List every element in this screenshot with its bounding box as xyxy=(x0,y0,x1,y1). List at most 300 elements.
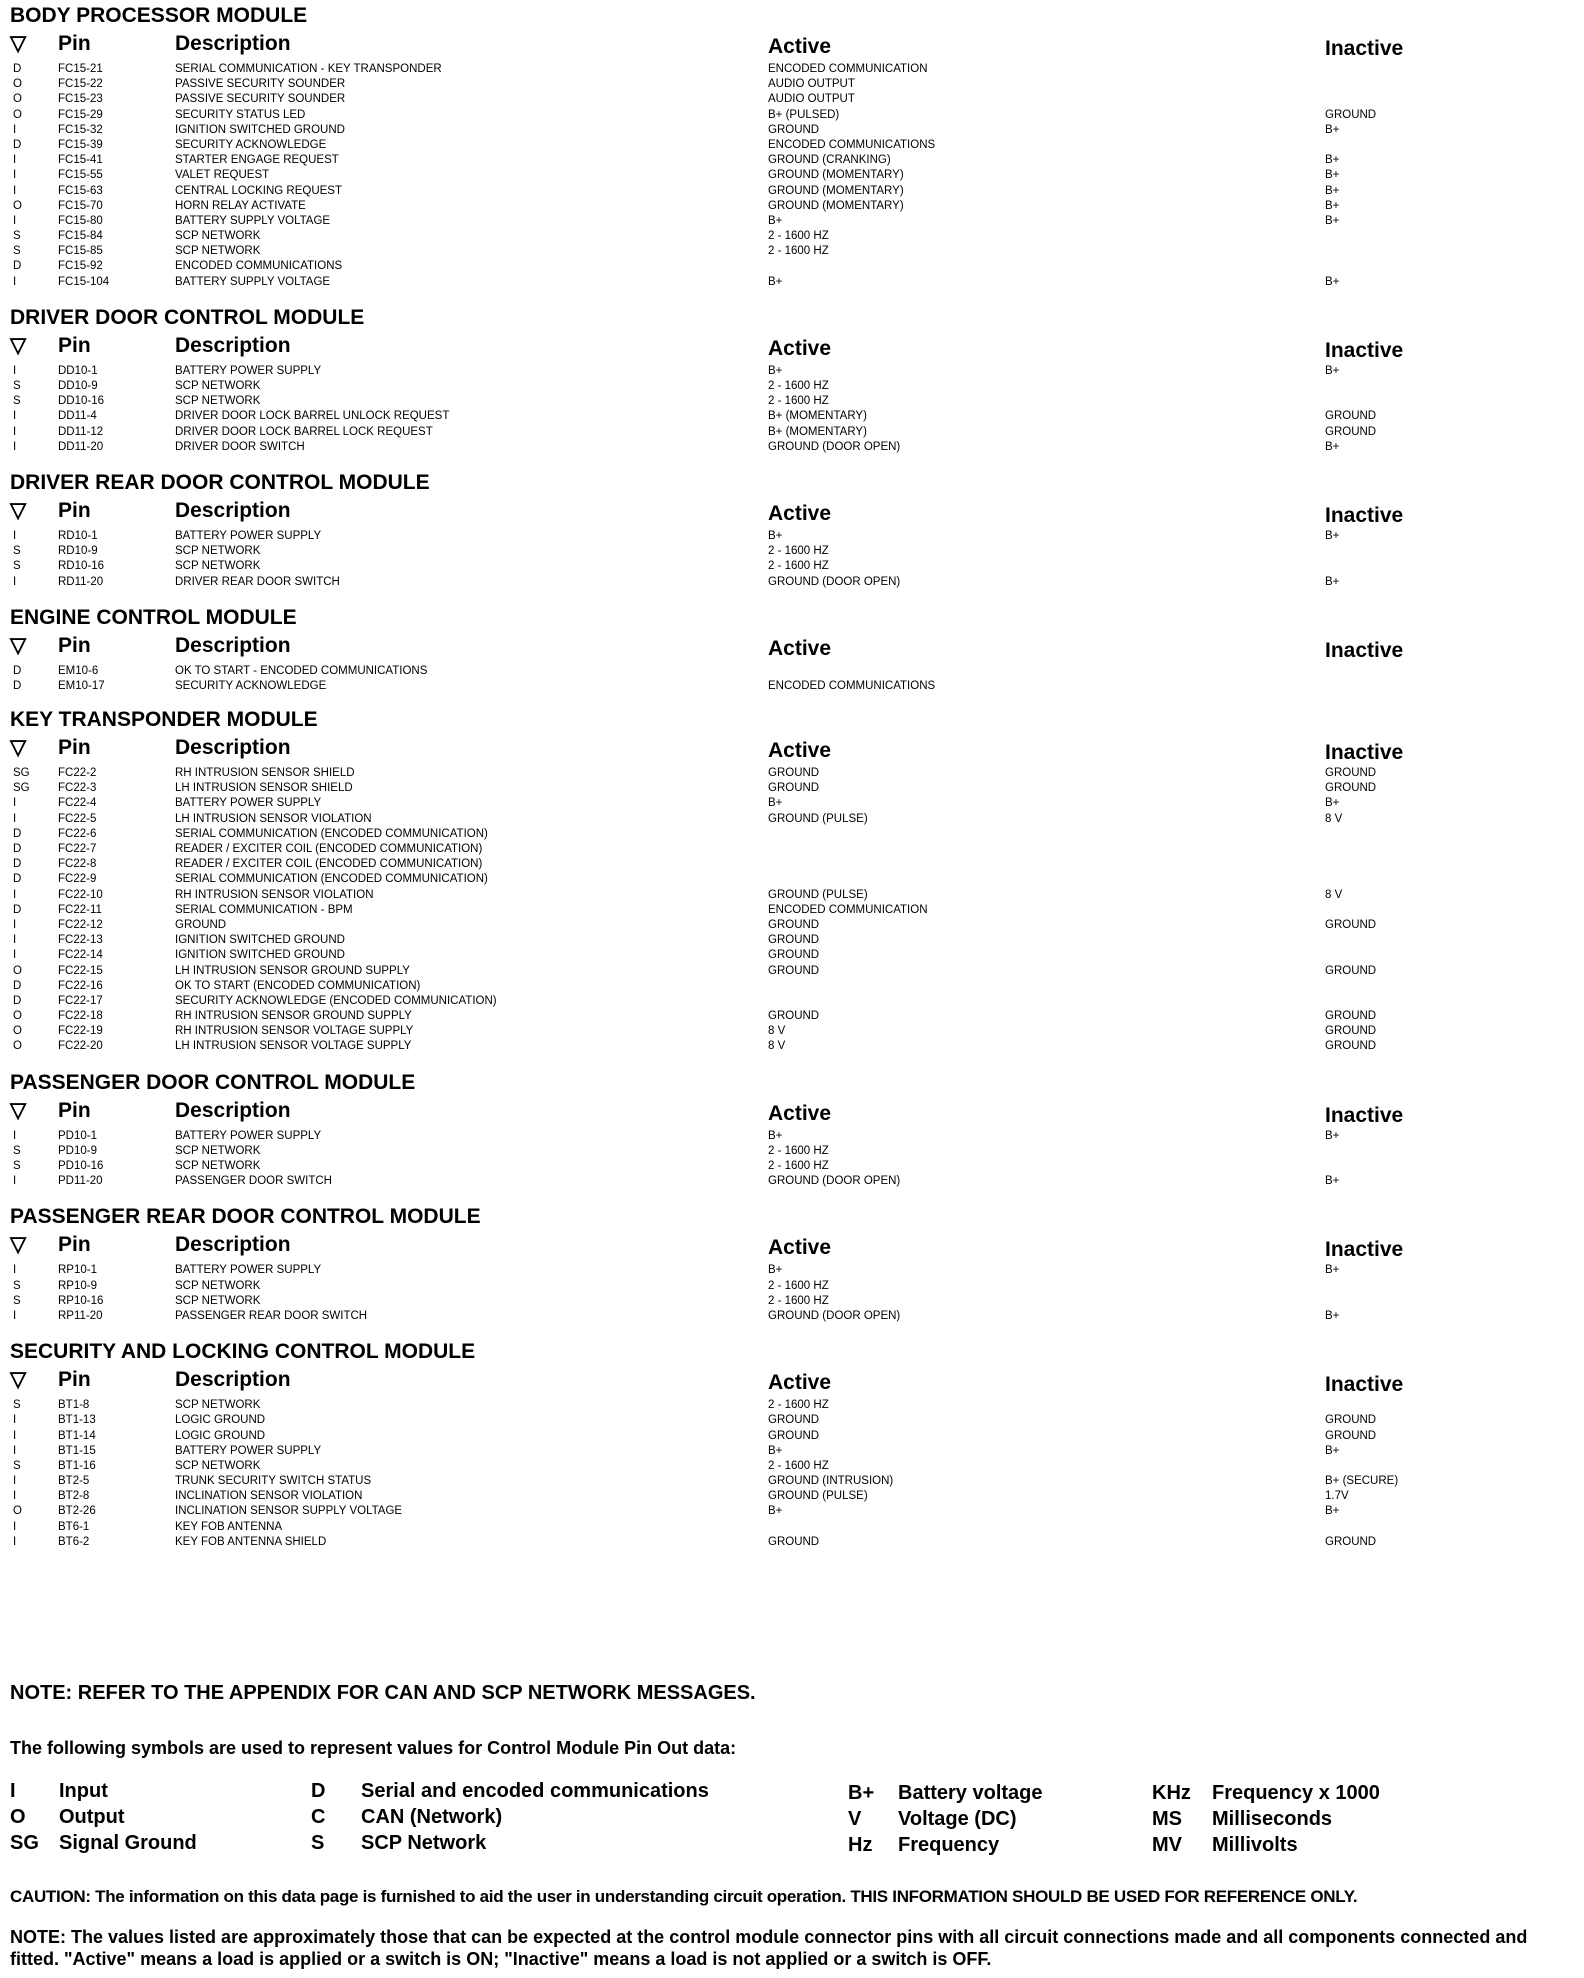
table-row xyxy=(10,1159,1575,1174)
pin-type: I xyxy=(13,934,17,947)
pin-rows xyxy=(10,1129,1575,1190)
inactive-value: GROUND xyxy=(1325,108,1377,121)
module-section xyxy=(10,467,1575,590)
description-column-header: Description xyxy=(175,1098,291,1122)
symbol-column-header: ▽ xyxy=(10,1098,27,1122)
symbol-meaning: Battery voltage xyxy=(898,1782,1043,1804)
table-row xyxy=(10,812,1575,827)
pin-id: FC15-39 xyxy=(58,138,103,151)
inactive-value: GROUND xyxy=(1325,1535,1377,1548)
active-value: AUDIO OUTPUT xyxy=(768,93,855,106)
symbol-code: MV xyxy=(1152,1834,1182,1856)
pin-type: I xyxy=(13,1520,17,1533)
pin-id: FC22-6 xyxy=(58,827,97,840)
module-title: ENGINE CONTROL MODULE xyxy=(10,605,297,629)
pin-description: SERIAL COMMUNICATION (ENCODED COMMUNICATION) xyxy=(175,873,488,886)
pin-description: INCLINATION SENSOR SUPPLY VOLTAGE xyxy=(175,1505,403,1518)
module-section xyxy=(10,704,1575,1055)
table-row xyxy=(10,1309,1575,1324)
pin-id: DD11-4 xyxy=(58,410,97,423)
pin-id: RD10-16 xyxy=(58,560,105,573)
pin-rows xyxy=(10,529,1575,590)
inactive-column-header: Inactive xyxy=(1325,1103,1404,1127)
pin-description: SCP NETWORK xyxy=(175,1279,261,1292)
pin-description: DRIVER DOOR LOCK BARREL LOCK REQUEST xyxy=(175,425,433,438)
table-row xyxy=(10,1024,1575,1039)
pin-description: DRIVER DOOR SWITCH xyxy=(175,440,305,453)
active-value: 2 - 1600 HZ xyxy=(768,560,829,573)
pin-type: O xyxy=(13,964,22,977)
table-row xyxy=(10,796,1575,811)
inactive-column-header: Inactive xyxy=(1325,741,1404,765)
pin-id: FC22-11 xyxy=(58,903,102,916)
table-row xyxy=(10,575,1575,590)
table-row xyxy=(10,1263,1575,1278)
table-row xyxy=(10,168,1575,183)
inactive-value: B+ xyxy=(1325,1444,1340,1457)
inactive-value: B+ xyxy=(1325,214,1340,227)
pin-id: PD10-16 xyxy=(58,1160,104,1172)
table-row xyxy=(10,199,1575,214)
pin-id: FC22-7 xyxy=(58,843,97,855)
pin-description: LOGIC GROUND xyxy=(175,1414,266,1427)
active-value: GROUND (INTRUSION) xyxy=(768,1475,894,1488)
active-value: B+ xyxy=(768,214,783,227)
table-row xyxy=(10,275,1575,290)
active-column-header: Active xyxy=(768,1101,832,1125)
table-row xyxy=(10,664,1575,679)
pin-id: FC22-12 xyxy=(58,918,103,931)
pin-description: LOGIC GROUND xyxy=(175,1429,266,1442)
pin-id: DD11-20 xyxy=(58,440,104,453)
pin-id: BT6-2 xyxy=(58,1535,90,1548)
pin-id: FC15-23 xyxy=(58,93,103,106)
pin-type: I xyxy=(13,1264,17,1277)
pin-id: FC22-3 xyxy=(58,782,97,795)
table-row xyxy=(10,108,1575,123)
pin-description: GROUND xyxy=(175,918,227,931)
active-column-header: Active xyxy=(768,739,832,763)
pin-description: IGNITION SWITCHED GROUND xyxy=(175,934,345,947)
pin-type: S xyxy=(13,380,21,392)
active-value: GROUND (PULSE) xyxy=(768,812,868,825)
description-column-header: Description xyxy=(175,633,291,657)
pin-description: SCP NETWORK xyxy=(175,1399,261,1412)
pin-id: FC15-29 xyxy=(58,108,103,121)
pin-rows xyxy=(10,364,1575,455)
table-row xyxy=(10,1398,1575,1413)
pin-type: O xyxy=(13,199,22,212)
pin-id: FC22-16 xyxy=(58,979,103,992)
table-row xyxy=(10,77,1575,92)
pin-id: FC22-19 xyxy=(58,1025,103,1038)
pin-description: IGNITION SWITCHED GROUND xyxy=(175,949,345,962)
symbol-meaning: Frequency x 1000 xyxy=(1212,1782,1380,1804)
table-row xyxy=(10,1413,1575,1428)
table-row xyxy=(10,379,1575,394)
symbol-column-header: ▽ xyxy=(10,633,27,657)
pin-id: FC15-21 xyxy=(58,63,103,75)
active-value: 8 V xyxy=(768,1040,786,1053)
pin-type: I xyxy=(13,888,17,901)
pin-id: FC15-85 xyxy=(58,245,103,258)
table-row xyxy=(10,229,1575,244)
symbol-column-header: ▽ xyxy=(10,498,27,522)
pin-description: READER / EXCITER COIL (ENCODED COMMUNICATION) xyxy=(175,858,483,871)
active-value: 2 - 1600 HZ xyxy=(768,1279,829,1292)
pin-id: FC22-10 xyxy=(58,888,103,901)
module-title: SECURITY AND LOCKING CONTROL MODULE xyxy=(10,1340,476,1364)
symbol-meaning: Output xyxy=(59,1806,125,1828)
inactive-value: GROUND xyxy=(1325,1414,1377,1427)
table-row xyxy=(10,679,1575,694)
pin-description: BATTERY POWER SUPPLY xyxy=(175,1264,322,1277)
pin-id: BT6-1 xyxy=(58,1520,90,1533)
pin-id: RP10-16 xyxy=(58,1294,104,1307)
symbol-code: Hz xyxy=(848,1834,873,1856)
pin-id: RP10-1 xyxy=(58,1264,97,1277)
table-row xyxy=(10,1459,1575,1474)
symbol-column-header: ▽ xyxy=(10,1368,27,1392)
pin-type: I xyxy=(13,1475,17,1488)
pin-type: D xyxy=(13,138,22,151)
active-value: ENCODED COMMUNICATION xyxy=(768,63,928,75)
symbol-meaning: Signal Ground xyxy=(59,1832,197,1854)
table-row xyxy=(10,244,1575,259)
pin-id: FC22-8 xyxy=(58,858,97,871)
active-value: B+ xyxy=(768,1129,783,1142)
table-row xyxy=(10,92,1575,107)
inactive-value: B+ xyxy=(1325,169,1340,182)
pin-id: FC22-15 xyxy=(58,964,103,977)
pin-description: PASSENGER REAR DOOR SWITCH xyxy=(175,1309,368,1322)
inactive-column-header: Inactive xyxy=(1325,503,1404,527)
table-row xyxy=(10,184,1575,199)
active-value: GROUND (DOOR OPEN) xyxy=(768,1309,901,1322)
pin-column-header: Pin xyxy=(58,1233,91,1257)
inactive-value: GROUND xyxy=(1325,1040,1377,1053)
pin-description: BATTERY SUPPLY VOLTAGE xyxy=(175,275,331,288)
description-column-header: Description xyxy=(175,498,291,522)
pin-id: FC22-5 xyxy=(58,812,97,825)
symbol-code: V xyxy=(848,1808,862,1830)
description-column-header: Description xyxy=(175,333,291,357)
table-row xyxy=(10,1520,1575,1535)
pin-type: SG xyxy=(13,782,30,795)
pin-id: BT1-13 xyxy=(58,1414,96,1427)
inactive-column-header: Inactive xyxy=(1325,638,1404,662)
column-header-row xyxy=(10,499,1575,529)
pin-id: FC15-22 xyxy=(58,78,103,91)
active-value: B+ (MOMENTARY) xyxy=(768,425,867,438)
active-value: GROUND xyxy=(768,1414,820,1427)
column-header-row xyxy=(10,334,1575,364)
pin-description: PASSIVE SECURITY SOUNDER xyxy=(175,78,346,91)
table-row xyxy=(10,62,1575,77)
active-value: GROUND (CRANKING) xyxy=(768,154,891,167)
table-row xyxy=(10,123,1575,138)
pin-description: SERIAL COMMUNICATION - BPM xyxy=(175,903,353,916)
column-header-row xyxy=(10,634,1575,664)
pin-description: SERIAL COMMUNICATION - KEY TRANSPONDER xyxy=(175,63,442,75)
pin-type: I xyxy=(13,1490,17,1503)
pin-type: I xyxy=(13,364,17,377)
table-row xyxy=(10,214,1575,229)
active-column-header: Active xyxy=(768,501,832,525)
pin-type: O xyxy=(13,78,22,91)
active-column-header: Active xyxy=(768,35,832,58)
pin-description: RH INTRUSION SENSOR VOLTAGE SUPPLY xyxy=(175,1025,414,1038)
inactive-value: B+ xyxy=(1325,154,1340,167)
pin-column-header: Pin xyxy=(58,1098,91,1122)
pin-rows xyxy=(10,1398,1575,1550)
pin-description: OK TO START (ENCODED COMMUNICATION) xyxy=(175,979,421,992)
caution-note: CAUTION: The information on this data page is furnished to aid the user in understanding circuit operation. THIS INFORMATION SHOULD BE USED FOR REFERENCE ONLY. xyxy=(10,1887,1358,1906)
pin-type: D xyxy=(13,994,22,1007)
table-row xyxy=(10,842,1575,857)
symbol-column-header: ▽ xyxy=(10,32,27,55)
pin-type: I xyxy=(13,949,17,962)
inactive-value: GROUND xyxy=(1325,1429,1377,1442)
pin-type: S xyxy=(13,545,21,558)
pin-id: FC15-32 xyxy=(58,123,103,136)
pin-type: O xyxy=(13,1040,22,1053)
table-row xyxy=(10,1429,1575,1444)
active-column-header: Active xyxy=(768,336,832,360)
pin-type: S xyxy=(13,245,21,258)
pin-description: INCLINATION SENSOR VIOLATION xyxy=(175,1490,363,1503)
pin-type: S xyxy=(13,1160,21,1172)
pin-type: D xyxy=(13,873,22,886)
active-value: GROUND (DOOR OPEN) xyxy=(768,1175,901,1188)
column-header-row xyxy=(10,1368,1575,1398)
table-row xyxy=(10,1039,1575,1054)
pin-id: DD10-16 xyxy=(58,395,105,408)
table-row xyxy=(10,1174,1575,1189)
table-row xyxy=(10,1129,1575,1144)
pin-id: EM10-17 xyxy=(58,679,105,692)
symbol-code: S xyxy=(311,1832,325,1854)
pin-type: I xyxy=(13,214,17,227)
pin-description: SCP NETWORK xyxy=(175,545,261,558)
pin-description: SCP NETWORK xyxy=(175,560,261,573)
inactive-value: B+ xyxy=(1325,529,1340,542)
inactive-value: B+ xyxy=(1325,575,1340,588)
symbol-code: C xyxy=(311,1806,326,1828)
pin-description: BATTERY POWER SUPPLY xyxy=(175,797,322,810)
pin-id: FC22-4 xyxy=(58,797,97,810)
inactive-value: B+ xyxy=(1325,440,1340,453)
active-value: GROUND (MOMENTARY) xyxy=(768,169,904,182)
pin-description: CENTRAL LOCKING REQUEST xyxy=(175,184,342,197)
active-value: GROUND xyxy=(768,767,820,780)
pin-column-header: Pin xyxy=(58,633,91,657)
pin-description: READER / EXCITER COIL (ENCODED COMMUNICATION) xyxy=(175,843,483,855)
active-value: ENCODED COMMUNICATION xyxy=(768,903,928,916)
inactive-value: B+ xyxy=(1325,1129,1340,1142)
symbol-code: B+ xyxy=(848,1782,875,1804)
active-value: B+ xyxy=(768,1444,783,1457)
symbol-code: KHz xyxy=(1152,1782,1191,1804)
pin-description: BATTERY POWER SUPPLY xyxy=(175,1444,322,1457)
pinout-page xyxy=(10,0,1575,1969)
pin-rows xyxy=(10,1263,1575,1324)
active-value: GROUND xyxy=(768,934,820,947)
module-title: DRIVER DOOR CONTROL MODULE xyxy=(10,305,365,329)
symbol-column-header: ▽ xyxy=(10,333,27,357)
active-value: ENCODED COMMUNICATIONS xyxy=(768,679,936,692)
pin-id: RD10-9 xyxy=(58,545,98,558)
pin-id: BT1-16 xyxy=(58,1459,96,1472)
inactive-value: 8 V xyxy=(1325,812,1343,825)
pin-id: PD10-1 xyxy=(58,1129,97,1142)
pin-description: PASSIVE SECURITY SOUNDER xyxy=(175,93,346,106)
pin-type: I xyxy=(13,529,17,542)
pin-type: S xyxy=(13,1399,21,1412)
active-value: 2 - 1600 HZ xyxy=(768,380,829,392)
active-value: B+ xyxy=(768,1505,783,1518)
pin-type: S xyxy=(13,1279,21,1292)
pin-type: I xyxy=(13,169,17,182)
pin-type: S xyxy=(13,1459,21,1472)
active-value: B+ xyxy=(768,529,783,542)
active-value: AUDIO OUTPUT xyxy=(768,78,855,91)
pin-description: IGNITION SWITCHED GROUND xyxy=(175,123,345,136)
pin-description: LH INTRUSION SENSOR GROUND SUPPLY xyxy=(175,964,410,977)
module-section xyxy=(10,602,1575,694)
pin-description: SCP NETWORK xyxy=(175,1144,261,1157)
table-row xyxy=(10,1294,1575,1309)
active-value: 2 - 1600 HZ xyxy=(768,245,829,258)
pin-type: I xyxy=(13,184,17,197)
pin-id: RP10-9 xyxy=(58,1279,97,1292)
pin-type: S xyxy=(13,1294,21,1307)
pin-type: I xyxy=(13,425,17,438)
pin-id: RD11-20 xyxy=(58,575,104,588)
pin-type: I xyxy=(13,812,17,825)
table-row xyxy=(10,138,1575,153)
pin-description: KEY FOB ANTENNA xyxy=(175,1520,283,1533)
pin-type: I xyxy=(13,1414,17,1427)
column-header-row xyxy=(10,1233,1575,1263)
symbol-column-header: ▽ xyxy=(10,1233,27,1257)
table-row xyxy=(10,394,1575,409)
symbol-meaning: SCP Network xyxy=(361,1832,487,1854)
pin-description: BATTERY POWER SUPPLY xyxy=(175,529,322,542)
pin-id: FC22-14 xyxy=(58,949,103,962)
active-value: 2 - 1600 HZ xyxy=(768,230,829,243)
pin-id: FC15-55 xyxy=(58,169,103,182)
pin-description: BATTERY POWER SUPPLY xyxy=(175,364,322,377)
pin-type: I xyxy=(13,123,17,136)
inactive-value: B+ xyxy=(1325,1175,1340,1188)
pin-description: SCP NETWORK xyxy=(175,1294,261,1307)
pin-type: I xyxy=(13,918,17,931)
table-row xyxy=(10,559,1575,574)
pin-id: EM10-6 xyxy=(58,664,99,677)
inactive-value: GROUND xyxy=(1325,964,1377,977)
symbol-meaning: Voltage (DC) xyxy=(898,1808,1017,1830)
active-value: 2 - 1600 HZ xyxy=(768,1459,829,1472)
description-column-header: Description xyxy=(175,1233,291,1257)
pin-id: BT1-15 xyxy=(58,1444,96,1457)
pin-description: OK TO START - ENCODED COMMUNICATIONS xyxy=(175,664,428,677)
pin-id: BT2-8 xyxy=(58,1490,90,1503)
pin-description: SECURITY ACKNOWLEDGE (ENCODED COMMUNICATION) xyxy=(175,994,497,1007)
active-value: B+ xyxy=(768,1264,783,1277)
pin-type: I xyxy=(13,275,17,288)
pin-id: DD10-9 xyxy=(58,380,98,392)
pin-column-header: Pin xyxy=(58,32,91,55)
active-value: GROUND (MOMENTARY) xyxy=(768,184,904,197)
pin-column-header: Pin xyxy=(58,498,91,522)
table-row xyxy=(10,964,1575,979)
pin-description: SCP NETWORK xyxy=(175,1160,261,1172)
active-value: GROUND xyxy=(768,1010,820,1023)
pin-description: RH INTRUSION SENSOR GROUND SUPPLY xyxy=(175,1010,412,1023)
symbol-code: O xyxy=(10,1806,26,1828)
symbol-meaning: CAN (Network) xyxy=(361,1806,503,1828)
table-row xyxy=(10,1444,1575,1459)
table-row xyxy=(10,1144,1575,1159)
pin-description: SCP NETWORK xyxy=(175,395,261,408)
pin-type: D xyxy=(13,903,22,916)
values-note: NOTE: The values listed are approximately those that can be expected at the control module connector pins with all circuit connections made and all components connected and fitted. "Active" means a load is applied or a switch is ON; "Inactive" means a load is not applied or a switch is OFF. xyxy=(10,1927,1528,1969)
pin-type: D xyxy=(13,843,22,855)
pin-id: RP11-20 xyxy=(58,1309,103,1322)
pin-type: I xyxy=(13,1444,17,1457)
pin-type: D xyxy=(13,827,22,840)
column-header-row xyxy=(10,1099,1575,1129)
pin-description: DRIVER DOOR LOCK BARREL UNLOCK REQUEST xyxy=(175,410,450,423)
inactive-value: GROUND xyxy=(1325,767,1377,780)
module-section xyxy=(10,0,1575,290)
pin-type: I xyxy=(13,797,17,810)
pin-rows xyxy=(10,766,1575,1055)
active-value: 2 - 1600 HZ xyxy=(768,1160,829,1172)
pin-id: DD11-12 xyxy=(58,425,104,438)
active-value: GROUND xyxy=(768,918,820,931)
table-row xyxy=(10,440,1575,455)
description-column-header: Description xyxy=(175,32,291,55)
table-row xyxy=(10,903,1575,918)
pin-id: FC15-84 xyxy=(58,230,103,243)
pin-type: O xyxy=(13,1010,22,1023)
inactive-value: B+ xyxy=(1325,275,1340,288)
pin-type: D xyxy=(13,679,22,692)
inactive-value: B+ (SECURE) xyxy=(1325,1475,1399,1488)
pin-rows xyxy=(10,62,1575,290)
pin-description: BATTERY SUPPLY VOLTAGE xyxy=(175,214,331,227)
table-row xyxy=(10,994,1575,1009)
pin-description: SECURITY ACKNOWLEDGE xyxy=(175,679,327,692)
table-row xyxy=(10,979,1575,994)
pin-column-header: Pin xyxy=(58,1368,91,1392)
pin-type: S xyxy=(13,230,21,243)
module-section xyxy=(10,1336,1575,1550)
pin-type: D xyxy=(13,260,22,273)
pin-type: O xyxy=(13,93,22,106)
pin-type: O xyxy=(13,1025,22,1038)
pin-description: SCP NETWORK xyxy=(175,230,261,243)
column-header-row xyxy=(10,32,1575,62)
pin-id: FC15-80 xyxy=(58,214,103,227)
pin-id: FC22-13 xyxy=(58,934,103,947)
pin-id: FC22-2 xyxy=(58,767,97,780)
inactive-value: B+ xyxy=(1325,199,1340,212)
table-row xyxy=(10,259,1575,274)
active-column-header: Active xyxy=(768,636,832,660)
